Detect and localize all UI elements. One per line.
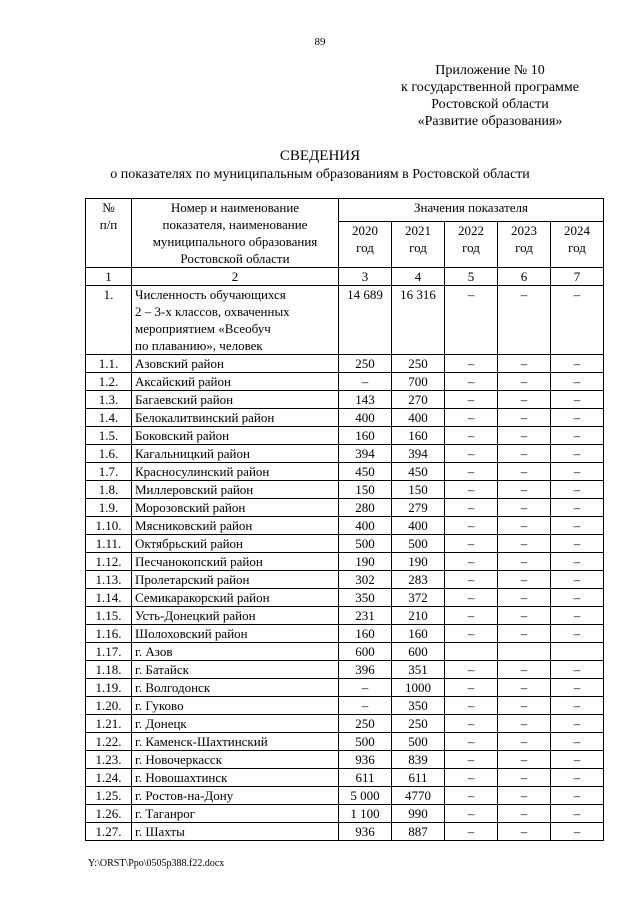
table-row [86,355,604,373]
indicator-value: 14 689 [339,286,392,355]
value-cell: – [551,481,604,499]
table-row [86,751,604,769]
table-row [86,643,604,661]
value-cell: – [498,679,551,697]
value-cell: – [498,607,551,625]
header-year-value: 2021 [405,223,431,239]
header-year-2020 [339,222,392,268]
row-number: 1.9. [86,499,132,517]
value-cell: 160 [392,625,445,643]
value-cell: 936 [339,823,392,841]
value-cell: – [445,391,498,409]
value-cell: – [498,499,551,517]
municipality-name: г. Ростов-на-Дону [132,787,339,805]
value-cell: – [445,607,498,625]
header-number [86,199,132,268]
value-cell: – [498,715,551,733]
row-number: 1.7. [86,463,132,481]
value-cell: – [551,517,604,535]
value-cell: 396 [339,661,392,679]
table-row [86,769,604,787]
row-number: 1.21. [86,715,132,733]
municipality-name: г. Волгодонск [132,679,339,697]
value-cell: – [445,589,498,607]
row-number: 1.6. [86,445,132,463]
header-year-2023 [498,222,551,268]
value-cell: – [498,589,551,607]
value-cell: 1 100 [339,805,392,823]
value-cell: – [445,445,498,463]
value-cell: 231 [339,607,392,625]
value-cell: – [498,391,551,409]
row-number: 1.17. [86,643,132,661]
value-cell: – [445,535,498,553]
document-title: СВЕДЕНИЯ [279,148,361,164]
municipality-name: Октябрьский район [132,535,339,553]
value-cell: 351 [392,661,445,679]
value-cell: – [445,355,498,373]
row-number: 1.14. [86,589,132,607]
value-cell: – [445,427,498,445]
row-number: 1.2. [86,373,132,391]
value-cell: 190 [339,553,392,571]
table-row [86,787,604,805]
value-cell: 611 [392,769,445,787]
municipality-name: г. Азов [132,643,339,661]
municipality-name: Пролетарский район [132,571,339,589]
value-cell: – [498,445,551,463]
value-cell: 143 [339,391,392,409]
table-row [86,499,604,517]
value-cell: – [551,355,604,373]
value-cell [498,643,551,661]
municipality-name: Песчанокопский район [132,553,339,571]
value-cell: – [551,427,604,445]
value-cell: – [445,787,498,805]
municipality-name: Багаевский район [132,391,339,409]
value-cell: – [551,463,604,481]
value-cell: – [498,697,551,715]
value-cell: 394 [392,445,445,463]
value-cell: – [551,805,604,823]
value-cell: – [498,373,551,391]
indicator-value: – [498,286,551,355]
value-cell: 887 [392,823,445,841]
value-cell: – [445,661,498,679]
value-cell: – [445,733,498,751]
indicator-number: 1. [86,286,132,355]
row-number: 1.3. [86,391,132,409]
indicator-value: 16 316 [392,286,445,355]
value-cell: – [498,463,551,481]
indicator-name-line: Численность обучающихся [135,287,286,302]
indicator-name-line: по плаванию», человек [135,338,263,353]
value-cell: 280 [339,499,392,517]
value-cell: – [498,517,551,535]
table-row [86,391,604,409]
municipality-name: г. Новошахтинск [132,769,339,787]
table-row [86,445,604,463]
table-row [86,535,604,553]
header-year-value: 2023 [511,223,537,239]
table-row [86,571,604,589]
table-row [86,517,604,535]
file-path-footer: Y:\ORST\Ppo\0505p388.f22.docx [88,858,225,869]
value-cell: 160 [392,427,445,445]
appendix-line-4: «Развитие образования» [417,114,563,129]
appendix-heading [380,62,600,130]
municipality-name: г. Шахты [132,823,339,841]
value-cell [551,643,604,661]
value-cell: – [445,481,498,499]
indicator-name-line: мероприятием «Всеобуч [135,321,271,336]
table-row [86,679,604,697]
value-cell: 400 [339,409,392,427]
municipality-name: Аксайский район [132,373,339,391]
value-cell: – [498,751,551,769]
value-cell: 160 [339,427,392,445]
table-row [86,553,604,571]
municipality-name: Красносулинский район [132,463,339,481]
municipality-name: г. Таганрог [132,805,339,823]
value-cell: 150 [392,481,445,499]
document-subtitle: о показателях по муниципальным образованиям в Ростовской области [110,167,530,182]
table-row [86,733,604,751]
municipality-name: Семикаракорский район [132,589,339,607]
value-cell: 394 [339,445,392,463]
column-number: 1 [86,268,132,286]
header-year-value: 2024 [564,223,590,239]
value-cell: – [551,607,604,625]
appendix-line-3: Ростовской области [431,97,549,112]
value-cell: – [445,679,498,697]
row-number: 1.4. [86,409,132,427]
value-cell: – [498,733,551,751]
value-cell: – [498,553,551,571]
column-number: 3 [339,268,392,286]
value-cell: 400 [392,409,445,427]
municipality-name: Миллеровский район [132,481,339,499]
table-row [86,823,604,841]
value-cell: 400 [392,517,445,535]
table-row [86,589,604,607]
row-number: 1.12. [86,553,132,571]
value-cell: 210 [392,607,445,625]
header-name [132,199,339,268]
indicator-value: – [551,286,604,355]
value-cell: – [498,571,551,589]
header-year-2021 [392,222,445,268]
value-cell: 150 [339,481,392,499]
value-cell: – [498,805,551,823]
value-cell: 160 [339,625,392,643]
municipality-name: Усть-Донецкий район [132,607,339,625]
value-cell: – [498,661,551,679]
municipality-name: г. Новочеркасск [132,751,339,769]
value-cell: 839 [392,751,445,769]
table-row [86,625,604,643]
value-cell: 250 [339,715,392,733]
header-year-2024 [551,222,604,268]
municipality-name: г. Гуково [132,697,339,715]
table-row [86,715,604,733]
value-cell: – [339,697,392,715]
row-number: 1.19. [86,679,132,697]
header-year-suffix: год [568,240,586,256]
value-cell: – [498,625,551,643]
value-cell: – [551,679,604,697]
header-name-line-4: Ростовской области [180,251,290,266]
value-cell: 372 [392,589,445,607]
value-cell: – [498,769,551,787]
value-cell: – [551,409,604,427]
header-year-2022 [445,222,498,268]
table-row [86,427,604,445]
value-cell: – [551,373,604,391]
value-cell: – [551,769,604,787]
value-cell: 700 [392,373,445,391]
value-cell [445,643,498,661]
value-cell: – [445,715,498,733]
column-number: 6 [498,268,551,286]
value-cell: 190 [392,553,445,571]
header-year-value: 2020 [352,223,378,239]
column-number: 4 [392,268,445,286]
row-number: 1.16. [86,625,132,643]
value-cell: 350 [392,697,445,715]
municipality-name: г. Каменск-Шахтинский [132,733,339,751]
row-number: 1.25. [86,787,132,805]
indicator-value: – [445,286,498,355]
header-number-line-2: п/п [99,217,118,232]
value-cell: 250 [392,355,445,373]
municipality-name: Морозовский район [132,499,339,517]
header-name-line-2: показателя, наименование [162,217,308,232]
value-cell: 5 000 [339,787,392,805]
row-number: 1.11. [86,535,132,553]
value-cell: – [445,499,498,517]
row-number: 1.8. [86,481,132,499]
value-cell: – [551,571,604,589]
indicator-row [86,286,604,355]
value-cell: – [445,409,498,427]
header-values-group: Значения показателя [339,199,604,222]
municipality-name: Шолоховский район [132,625,339,643]
table-row [86,607,604,625]
value-cell: 450 [339,463,392,481]
appendix-line-2: к государственной программе [401,80,579,95]
value-cell: 270 [392,391,445,409]
value-cell: 302 [339,571,392,589]
page-number: 89 [314,36,326,48]
municipality-name: Боковский район [132,427,339,445]
municipality-name: Азовский район [132,355,339,373]
value-cell: – [445,769,498,787]
value-cell: – [551,391,604,409]
value-cell: – [445,553,498,571]
municipality-name: г. Донецк [132,715,339,733]
value-cell: 611 [339,769,392,787]
table-row [86,373,604,391]
value-cell: 936 [339,751,392,769]
value-cell: 4770 [392,787,445,805]
table-row [86,481,604,499]
value-cell: – [551,499,604,517]
row-number: 1.10. [86,517,132,535]
header-year-suffix: год [515,240,533,256]
row-number: 1.18. [86,661,132,679]
value-cell: 279 [392,499,445,517]
value-cell: – [551,661,604,679]
municipality-name: г. Батайск [132,661,339,679]
row-number: 1.23. [86,751,132,769]
header-row-1 [86,199,604,222]
value-cell: 600 [339,643,392,661]
value-cell: – [551,589,604,607]
row-number: 1.1. [86,355,132,373]
row-number: 1.26. [86,805,132,823]
row-number: 1.20. [86,697,132,715]
value-cell: 500 [339,535,392,553]
row-number: 1.22. [86,733,132,751]
value-cell: 600 [392,643,445,661]
municipality-name: Кагальницкий район [132,445,339,463]
municipality-name: Мясниковский район [132,517,339,535]
table-row [86,661,604,679]
appendix-line-1: Приложение № 10 [435,63,545,78]
value-cell: – [445,751,498,769]
table-row [86,409,604,427]
value-cell: – [551,535,604,553]
value-cell: – [445,625,498,643]
value-cell: – [551,733,604,751]
value-cell: – [339,679,392,697]
header-year-suffix: год [409,240,427,256]
value-cell: 990 [392,805,445,823]
row-number: 1.15. [86,607,132,625]
table-row [86,463,604,481]
column-number: 2 [132,268,339,286]
value-cell: – [498,535,551,553]
indicator-name-line: 2 – 3-х классов, охваченных [135,304,290,319]
value-cell: – [445,571,498,589]
value-cell: – [445,697,498,715]
value-cell: – [445,463,498,481]
header-name-line-1: Номер и наименование [170,200,300,215]
value-cell: – [445,805,498,823]
value-cell: – [498,481,551,499]
value-cell: – [498,823,551,841]
value-cell: 250 [392,715,445,733]
value-cell: – [551,787,604,805]
value-cell: 350 [339,589,392,607]
header-year-suffix: год [462,240,480,256]
value-cell: – [551,553,604,571]
row-number: 1.24. [86,769,132,787]
table-body [86,286,604,841]
value-cell: – [445,823,498,841]
value-cell: – [445,517,498,535]
value-cell: 500 [392,535,445,553]
value-cell: – [551,715,604,733]
value-cell: – [498,409,551,427]
table-row [86,697,604,715]
value-cell: – [551,751,604,769]
column-number-row [86,268,604,286]
value-cell: – [445,373,498,391]
value-cell: – [551,823,604,841]
value-cell: – [551,445,604,463]
header-year-suffix: год [356,240,374,256]
column-number: 5 [445,268,498,286]
value-cell: – [551,625,604,643]
value-cell: – [498,787,551,805]
table-row [86,805,604,823]
value-cell: 500 [392,733,445,751]
header-name-line-3: муниципального образования [152,234,318,249]
row-number: 1.27. [86,823,132,841]
value-cell: – [551,697,604,715]
row-number: 1.5. [86,427,132,445]
column-number: 7 [551,268,604,286]
value-cell: 1000 [392,679,445,697]
value-cell: 400 [339,517,392,535]
header-year-value: 2022 [458,223,484,239]
value-cell: – [339,373,392,391]
value-cell: 500 [339,733,392,751]
value-cell: – [498,355,551,373]
indicator-name [132,286,339,355]
row-number: 1.13. [86,571,132,589]
indicators-table [85,198,604,841]
value-cell: 250 [339,355,392,373]
value-cell: 283 [392,571,445,589]
municipality-name: Белокалитвинский район [132,409,339,427]
value-cell: – [498,427,551,445]
value-cell: 450 [392,463,445,481]
header-number-line-1: № [102,200,115,215]
